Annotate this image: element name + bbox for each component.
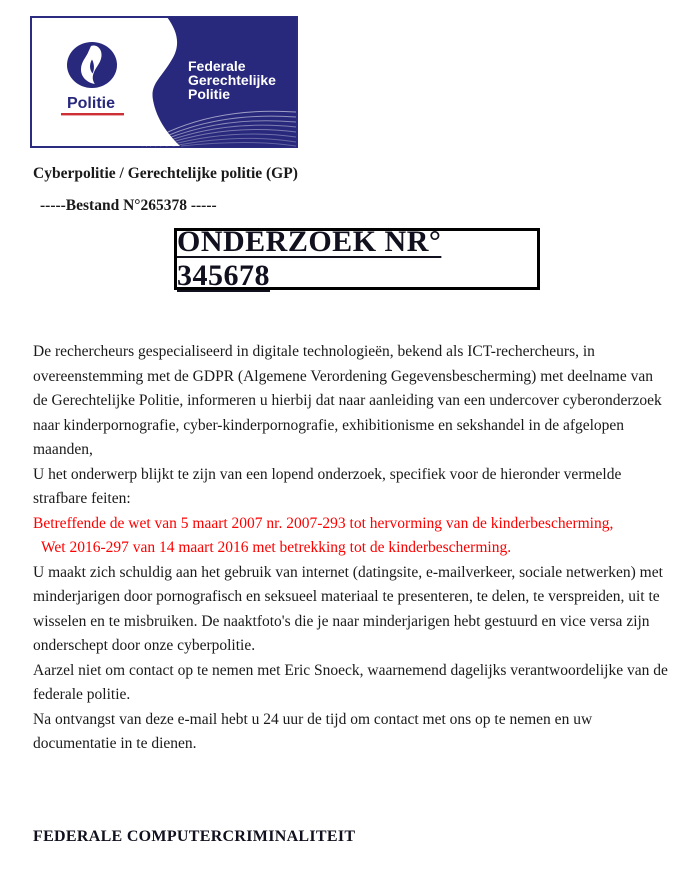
politie-logo-banner	[30, 16, 298, 148]
logo-unit-line3: Politie	[188, 86, 231, 102]
logo-brand-label: Politie	[66, 95, 116, 112]
logo-unit-line2: Gerechtelijke	[188, 72, 276, 88]
department-heading: Cyberpolitie / Gerechtelijke politie (GP)	[33, 165, 298, 182]
letter-body	[33, 340, 669, 757]
paragraph-deadline: Na ontvangst van deze e-mail hebt u 24 uur de tijd om contact met ons op te nemen en uw documentatie in te dienen.	[33, 710, 593, 752]
logo-unit-line1: Federale	[188, 58, 246, 74]
law-reference-2: Wet 2016-297 van 14 maart 2016 met betrekking tot de kinderbescherming.	[41, 539, 512, 556]
footer-title: FEDERALE COMPUTERCRIMINALITEIT	[33, 828, 356, 845]
paragraph-subject: U het onderwerp blijkt te zijn van een lopend onderzoek, specifiek voor de hieronder vermelde strafbare feiten:	[33, 465, 622, 507]
case-number-box	[174, 225, 540, 292]
paragraph-intro: De rechercheurs gespecialiseerd in digitale technologieën, bekend als ICT-rechercheurs, in overeenstemming met de GDPR (Algemene Verordening Gegevensbescherming) met deelname van de Gerechtelijke Politie, informeren u hierbij dat naar aanleiding van een undercover cyberonderzoek naar kinderpornografie, cyber-kinderpornografie, exhibitionisme en sekshandel in de afgelopen maanden,	[33, 343, 662, 458]
logo-red-underline	[61, 113, 124, 115]
case-number-label: ONDERZOEK NR° 345678	[177, 225, 442, 292]
law-reference-1: Betreffende de wet van 5 maart 2007 nr. 2007-293 tot hervorming van de kinderbescherming,	[33, 514, 614, 532]
file-reference: -----Bestand N°265378 -----	[40, 197, 217, 214]
paragraph-contact: Aarzel niet om contact op te nemen met Eric Snoeck, waarnemend dagelijks verantwoordelijke van de federale politie.	[33, 661, 668, 703]
paragraph-accusation: U maakt zich schuldig aan het gebruik van internet (datingsite, e-mailverkeer, sociale netwerken) met minderjarigen door pornografisch en seksueel materiaal te presenteren, te delen, te verspreiden, uit te wisselen en te misbruiken. De naaktfoto's die je naar minderjarigen hebt gestuurd en vice versa zijn onderschept door onze cyberpolitie.	[33, 563, 663, 654]
politie-logo	[30, 16, 298, 148]
flame-icon	[67, 42, 117, 88]
